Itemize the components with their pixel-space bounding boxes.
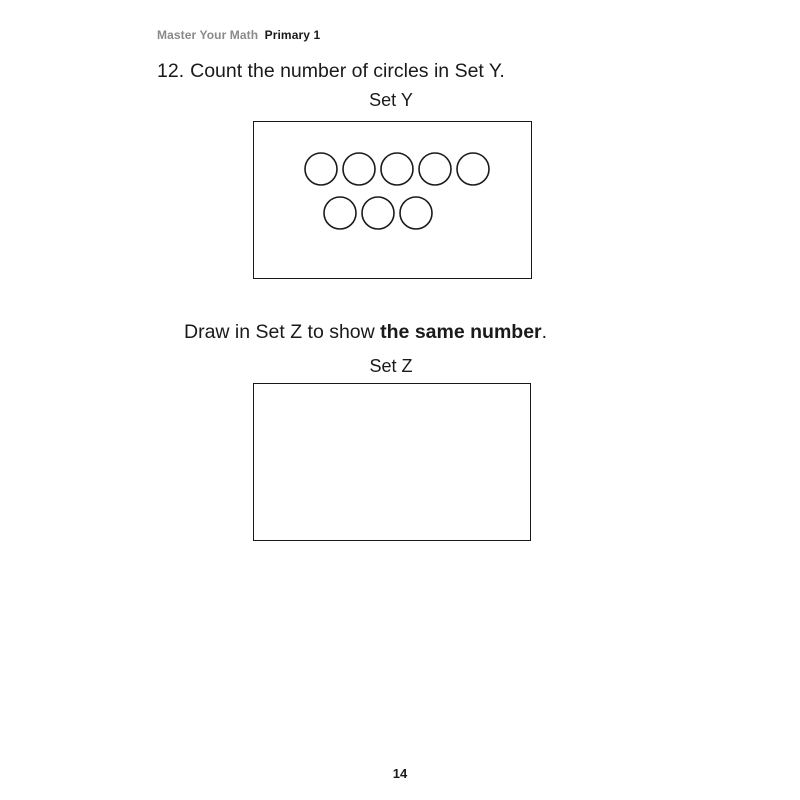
question-number: 12. [157,60,185,82]
set-z-label: Set Z [369,356,413,376]
level-title: Primary 1 [264,28,321,42]
set-y-circle [400,197,432,229]
question-text: Count the number of circles in Set Y. [190,60,505,82]
instruction [184,321,547,344]
page-number: 14 [392,766,408,781]
page-header [157,28,320,42]
set-y-circle [305,153,337,185]
set-y-circle [381,153,413,185]
set-y-circle [324,197,356,229]
series-title: Master Your Math [157,28,259,42]
set-y-circle [419,153,451,185]
instruction-prefix: Draw in Set Z to show [184,321,381,343]
set-z-drawing-area[interactable] [253,383,531,541]
instruction-emphasis: the same number [380,321,542,343]
set-y-box [253,121,532,279]
set-y-circle [457,153,489,185]
instruction-suffix: . [541,321,548,343]
question-12 [157,60,505,83]
set-y-circles [254,122,533,280]
set-y-circle [343,153,375,185]
set-y-circle [362,197,394,229]
set-y-label: Set Y [369,90,413,110]
